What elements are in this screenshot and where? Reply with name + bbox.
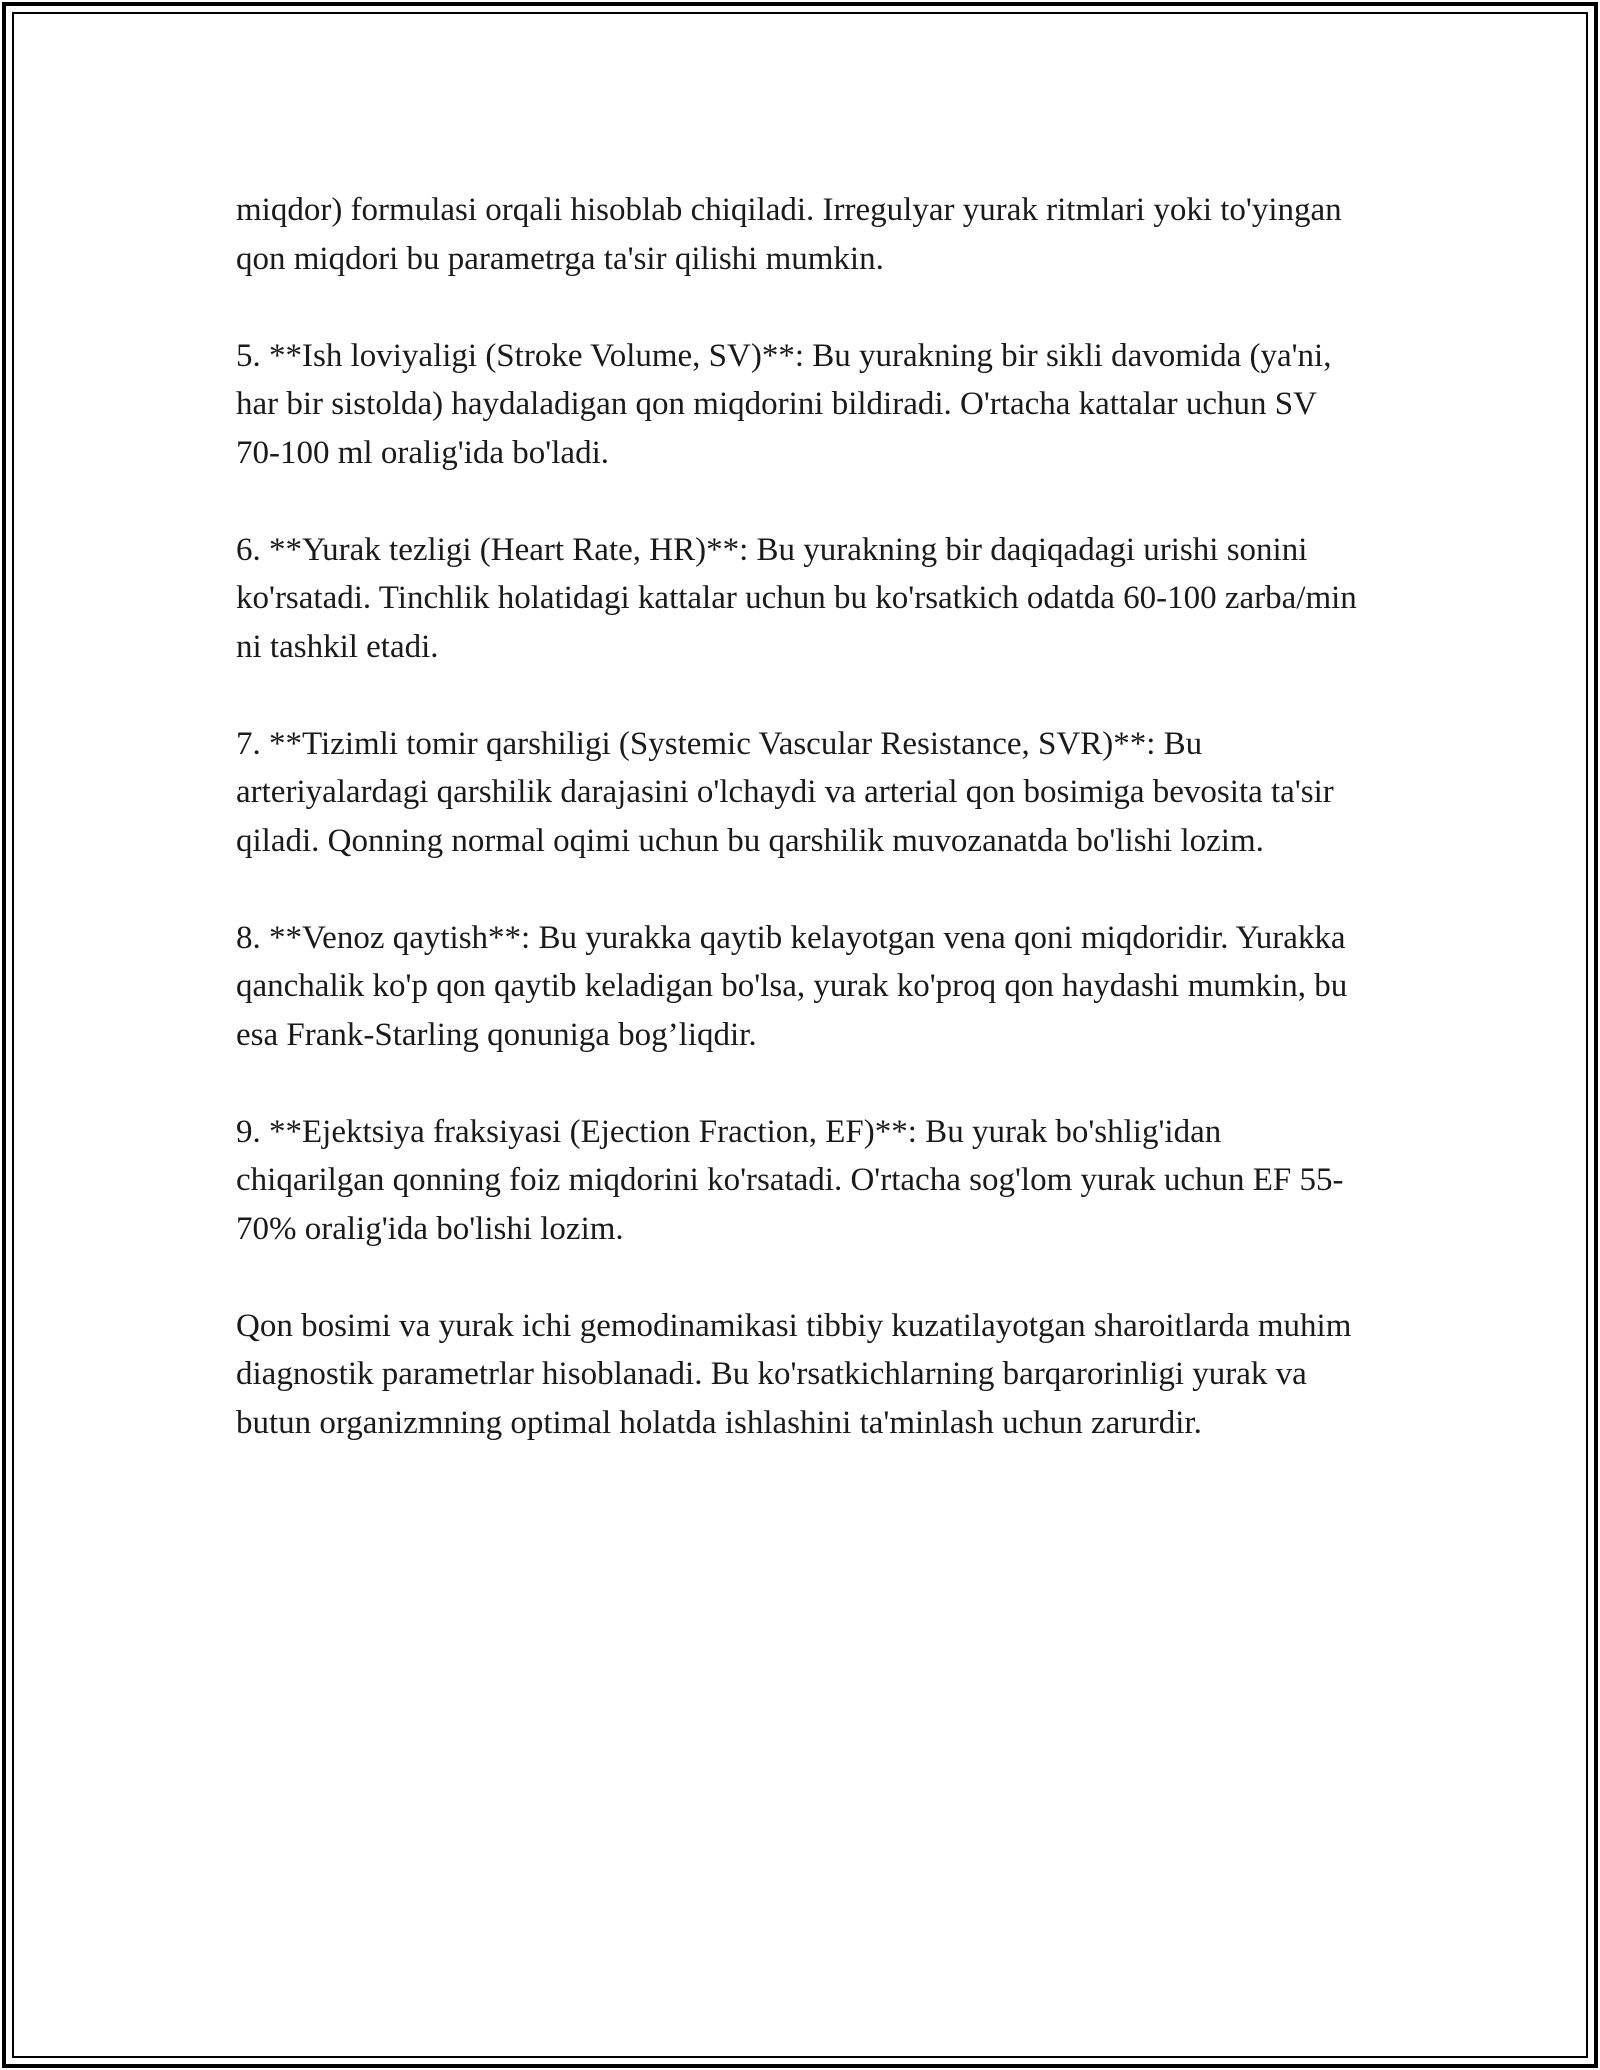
paragraph-venous-return: 8. **Venoz qaytish**: Bu yurakka qaytib kelayotgan vena qoni miqdoridir. Yurakka qanchalik ko'p qon qaytib keladigan bo'lsa, yurak ko'proq qon haydashi mumkin, bu esa Frank-Starling qonuniga bog’liqdir. bbox=[236, 919, 1348, 1053]
paragraph-systemic-vascular-resistance: 7. **Tizimli tomir qarshiligi (Systemic Vascular Resistance, SVR)**: Bu arteriyalardagi qarshilik darajasini o'lchaydi va arterial qon bosimiga bevosita ta'sir qiladi. Qonning normal oqimi uchun bu qarshilik muvozanatda bo'lishi lozim. bbox=[236, 725, 1334, 859]
document-body bbox=[236, 186, 1366, 1496]
paragraph-ejection-fraction: 9. **Ejektsiya fraksiyasi (Ejection Fraction, EF)**: Bu yurak bo'shlig'idan chiqarilgan qonning foiz miqdorini ko'rsatadi. O'rtacha sog'lom yurak uchun EF 55-70% oralig'ida bo'lishi lozim. bbox=[236, 1113, 1344, 1247]
paragraph-conclusion: Qon bosimi va yurak ichi gemodinamikasi tibbiy kuzatilayotgan sharoitlarda muhim diagnostik parametrlar hisoblanadi. Bu ko'rsatkichlarning barqarorinligi yurak va butun organizmning optimal holatda ishlashini ta'minlash uchun zarurdir. bbox=[236, 1307, 1352, 1441]
paragraph-formula-continuation: miqdor) formulasi orqali hisoblab chiqiladi. Irregulyar yurak ritmlari yoki to'yingan qon miqdori bu parametrga ta'sir qilishi mumkin. bbox=[236, 192, 1342, 277]
paragraph-stroke-volume: 5. **Ish loviyaligi (Stroke Volume, SV)**: Bu yurakning bir sikli davomida (ya'ni, har bir sistolda) haydaladigan qon miqdorini bildiradi. O'rtacha kattalar uchun SV 70-100 ml oralig'ida bo'ladi. bbox=[236, 337, 1332, 471]
paragraph-heart-rate: 6. **Yurak tezligi (Heart Rate, HR)**: Bu yurakning bir daqiqadagi urishi sonini ko'rsatadi. Tinchlik holatidagi kattalar uchun bu ko'rsatkich odatda 60-100 zarba/min ni tashkil etadi. bbox=[236, 531, 1357, 665]
